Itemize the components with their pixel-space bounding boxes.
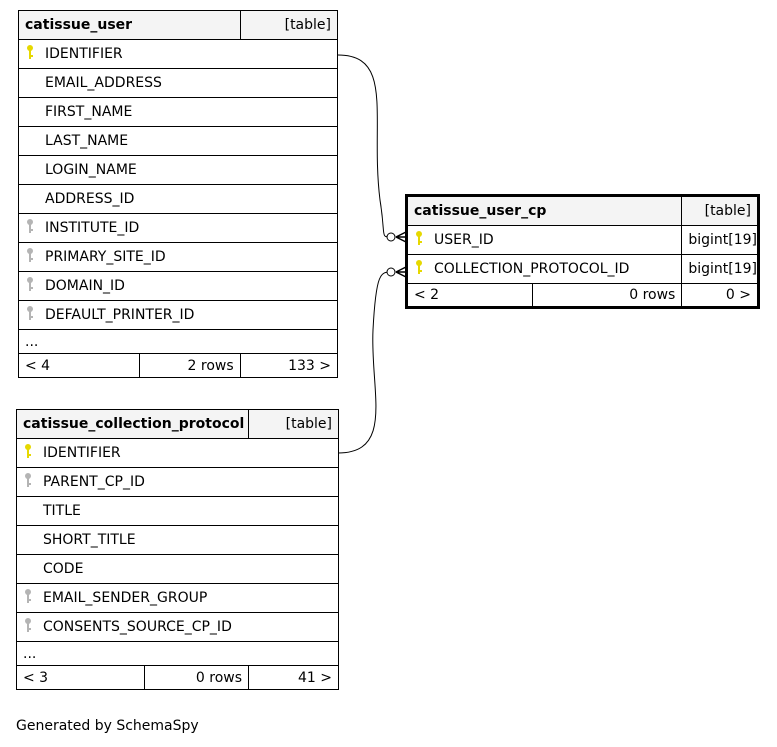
column-datatype: bigint[19]	[682, 255, 759, 284]
column-row[interactable]	[19, 156, 338, 185]
column-name: IDENTIFIER	[43, 445, 121, 461]
column-name: SHORT_TITLE	[43, 532, 136, 548]
column-name: PARENT_CP_ID	[43, 474, 145, 490]
generated-by-label: Generated by SchemaSpy	[16, 718, 199, 734]
foreign-key-icon	[25, 247, 45, 267]
primary-key-icon	[25, 44, 45, 64]
column-name: FIRST_NAME	[45, 104, 133, 120]
foreign-key-icon	[25, 218, 45, 238]
children-count[interactable]: 0 >	[682, 284, 759, 308]
column-name: INSTITUTE_ID	[45, 220, 140, 236]
table-catissue-user[interactable]	[18, 10, 338, 378]
column-row[interactable]	[19, 272, 338, 301]
column-datatype: bigint[19]	[682, 226, 759, 255]
table-type: [table]	[249, 410, 339, 439]
foreign-key-icon	[23, 472, 43, 492]
column-name: COLLECTION_PROTOCOL_ID	[434, 261, 630, 277]
column-row[interactable]	[19, 98, 338, 127]
primary-key-icon	[23, 443, 43, 463]
parents-count[interactable]: < 3	[17, 666, 145, 690]
column-name: DEFAULT_PRINTER_ID	[45, 307, 195, 323]
foreign-key-icon	[23, 617, 43, 637]
parents-count[interactable]: < 4	[19, 354, 140, 378]
table-catissue-collection-protocol[interactable]	[16, 409, 339, 690]
foreign-key-icon	[23, 588, 43, 608]
children-count[interactable]: 133 >	[240, 354, 337, 378]
column-row[interactable]	[17, 555, 339, 584]
parents-count[interactable]: < 2	[407, 284, 533, 308]
row-count: 0 rows	[533, 284, 682, 308]
children-count[interactable]: 41 >	[249, 666, 339, 690]
table-name: catissue_user	[19, 11, 241, 40]
column-name: EMAIL_ADDRESS	[45, 75, 162, 91]
column-name: EMAIL_SENDER_GROUP	[43, 590, 208, 606]
foreign-key-icon	[25, 305, 45, 325]
column-name: ADDRESS_ID	[45, 191, 135, 207]
primary-key-icon	[414, 230, 434, 250]
column-name: CONSENTS_SOURCE_CP_ID	[43, 619, 232, 635]
column-row[interactable]	[19, 243, 338, 272]
column-name: USER_ID	[434, 232, 494, 248]
column-row[interactable]	[19, 69, 338, 98]
more-columns-ellipsis: ...	[17, 642, 339, 666]
column-name: DOMAIN_ID	[45, 278, 125, 294]
table-type: [table]	[682, 196, 759, 226]
column-row[interactable]	[19, 301, 338, 330]
column-row[interactable]	[19, 127, 338, 156]
column-row[interactable]	[17, 584, 339, 613]
column-row[interactable]	[17, 526, 339, 555]
column-row[interactable]	[17, 497, 339, 526]
column-row[interactable]	[407, 255, 759, 284]
relationship-edge-user	[338, 55, 391, 237]
row-count: 2 rows	[140, 354, 240, 378]
column-row[interactable]	[19, 185, 338, 214]
column-name: LOGIN_NAME	[45, 162, 137, 178]
primary-key-icon	[414, 259, 434, 279]
relationship-optional-marker	[387, 233, 395, 241]
column-name: CODE	[43, 561, 84, 577]
column-name: IDENTIFIER	[45, 46, 123, 62]
column-row[interactable]	[19, 214, 338, 243]
column-row[interactable]	[407, 226, 759, 255]
relationship-optional-marker	[387, 268, 395, 276]
column-row[interactable]	[19, 40, 338, 69]
column-name: TITLE	[43, 503, 81, 519]
column-name: LAST_NAME	[45, 133, 129, 149]
row-count: 0 rows	[145, 666, 249, 690]
foreign-key-icon	[25, 276, 45, 296]
column-row[interactable]	[17, 439, 339, 468]
column-row[interactable]	[17, 613, 339, 642]
column-row[interactable]	[17, 468, 339, 497]
more-columns-ellipsis: ...	[19, 330, 338, 354]
table-name: catissue_user_cp	[407, 196, 682, 226]
relationship-edge-collection-protocol	[338, 272, 391, 453]
table-name: catissue_collection_protocol	[17, 410, 249, 439]
table-type: [table]	[240, 11, 337, 40]
column-name: PRIMARY_SITE_ID	[45, 249, 166, 265]
table-catissue-user-cp[interactable]	[405, 194, 760, 309]
